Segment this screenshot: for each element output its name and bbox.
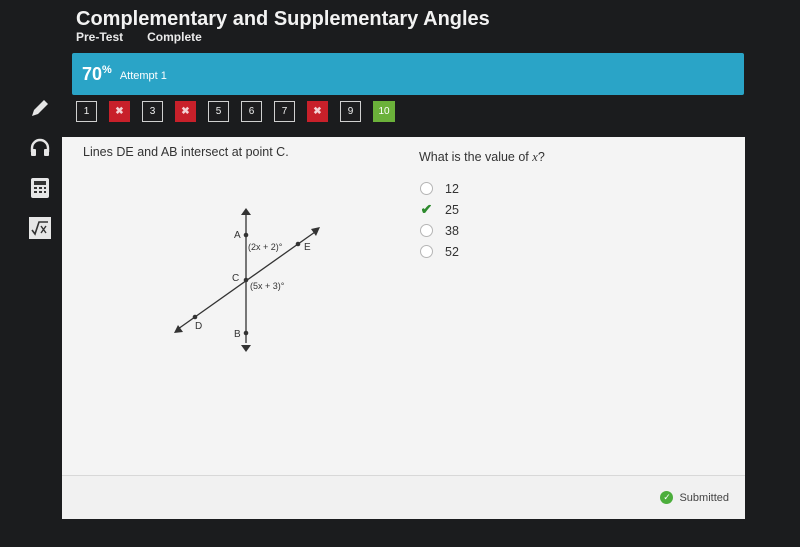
dot-a: [244, 233, 249, 238]
dot-d: [193, 315, 198, 320]
radio-button[interactable]: [420, 224, 433, 237]
dot-c: [244, 278, 249, 283]
answer-choice[interactable]: [420, 220, 459, 241]
arrow-b: [241, 345, 251, 352]
question-nav-item[interactable]: 9: [340, 101, 361, 122]
calculator-icon[interactable]: [20, 172, 60, 204]
panel-footer: [62, 475, 745, 519]
label-c: C: [232, 273, 240, 284]
question-nav-item-wrong[interactable]: ✖: [175, 101, 196, 122]
label-a: A: [234, 230, 241, 241]
question-nav-item-current[interactable]: 10: [373, 101, 395, 122]
tool-sidebar: [20, 92, 64, 252]
answer-choice[interactable]: [420, 178, 459, 199]
answer-choice-selected[interactable]: [420, 199, 459, 220]
angle-bottom-label: (5x + 3)°: [250, 281, 285, 291]
pencil-icon[interactable]: [20, 92, 60, 124]
question-panel: [62, 137, 745, 519]
answer-choice[interactable]: [420, 241, 459, 262]
label-b: B: [234, 329, 241, 340]
dot-e: [296, 242, 301, 247]
headphones-icon[interactable]: [20, 132, 60, 164]
question-stem: Lines DE and AB intersect at point C.: [83, 145, 289, 159]
question-nav-item[interactable]: 5: [208, 101, 229, 122]
arrow-a: [241, 208, 251, 215]
submitted-label: Submitted: [679, 491, 729, 504]
question-nav-item[interactable]: 1: [76, 101, 97, 122]
check-icon[interactable]: ✔: [420, 201, 433, 217]
intersecting-lines-diagram: [162, 175, 322, 340]
angle-top-label: (2x + 2)°: [248, 242, 283, 252]
question-nav-item[interactable]: 3: [142, 101, 163, 122]
page-title: Complementary and Supplementary Angles: [76, 8, 490, 30]
score-percent: 70%: [82, 63, 112, 84]
radio-button[interactable]: [420, 245, 433, 258]
submitted-status: [660, 491, 729, 504]
subtabs: [76, 30, 202, 44]
question-nav-item[interactable]: 6: [241, 101, 262, 122]
answer-choice-label: 38: [445, 223, 459, 238]
label-e: E: [304, 242, 311, 253]
question-nav: [76, 101, 395, 122]
question-nav-item[interactable]: 7: [274, 101, 295, 122]
check-circle-icon: ✓: [660, 491, 673, 504]
radio-button[interactable]: [420, 182, 433, 195]
question-nav-item-wrong[interactable]: ✖: [109, 101, 130, 122]
dot-b: [244, 331, 249, 336]
answer-choice-label: 25: [445, 202, 459, 217]
question-nav-item-wrong[interactable]: ✖: [307, 101, 328, 122]
label-d: D: [195, 321, 203, 332]
tab-complete[interactable]: Complete: [147, 30, 202, 44]
answer-choices: [420, 178, 459, 262]
score-bar: [72, 53, 744, 95]
answer-choice-label: 12: [445, 181, 459, 196]
question-prompt: What is the value of x?: [419, 150, 545, 164]
formula-icon[interactable]: [20, 212, 60, 244]
tab-pretest[interactable]: Pre-Test: [76, 30, 124, 44]
attempt-label: Attempt 1: [119, 70, 167, 82]
answer-choice-label: 52: [445, 244, 459, 259]
